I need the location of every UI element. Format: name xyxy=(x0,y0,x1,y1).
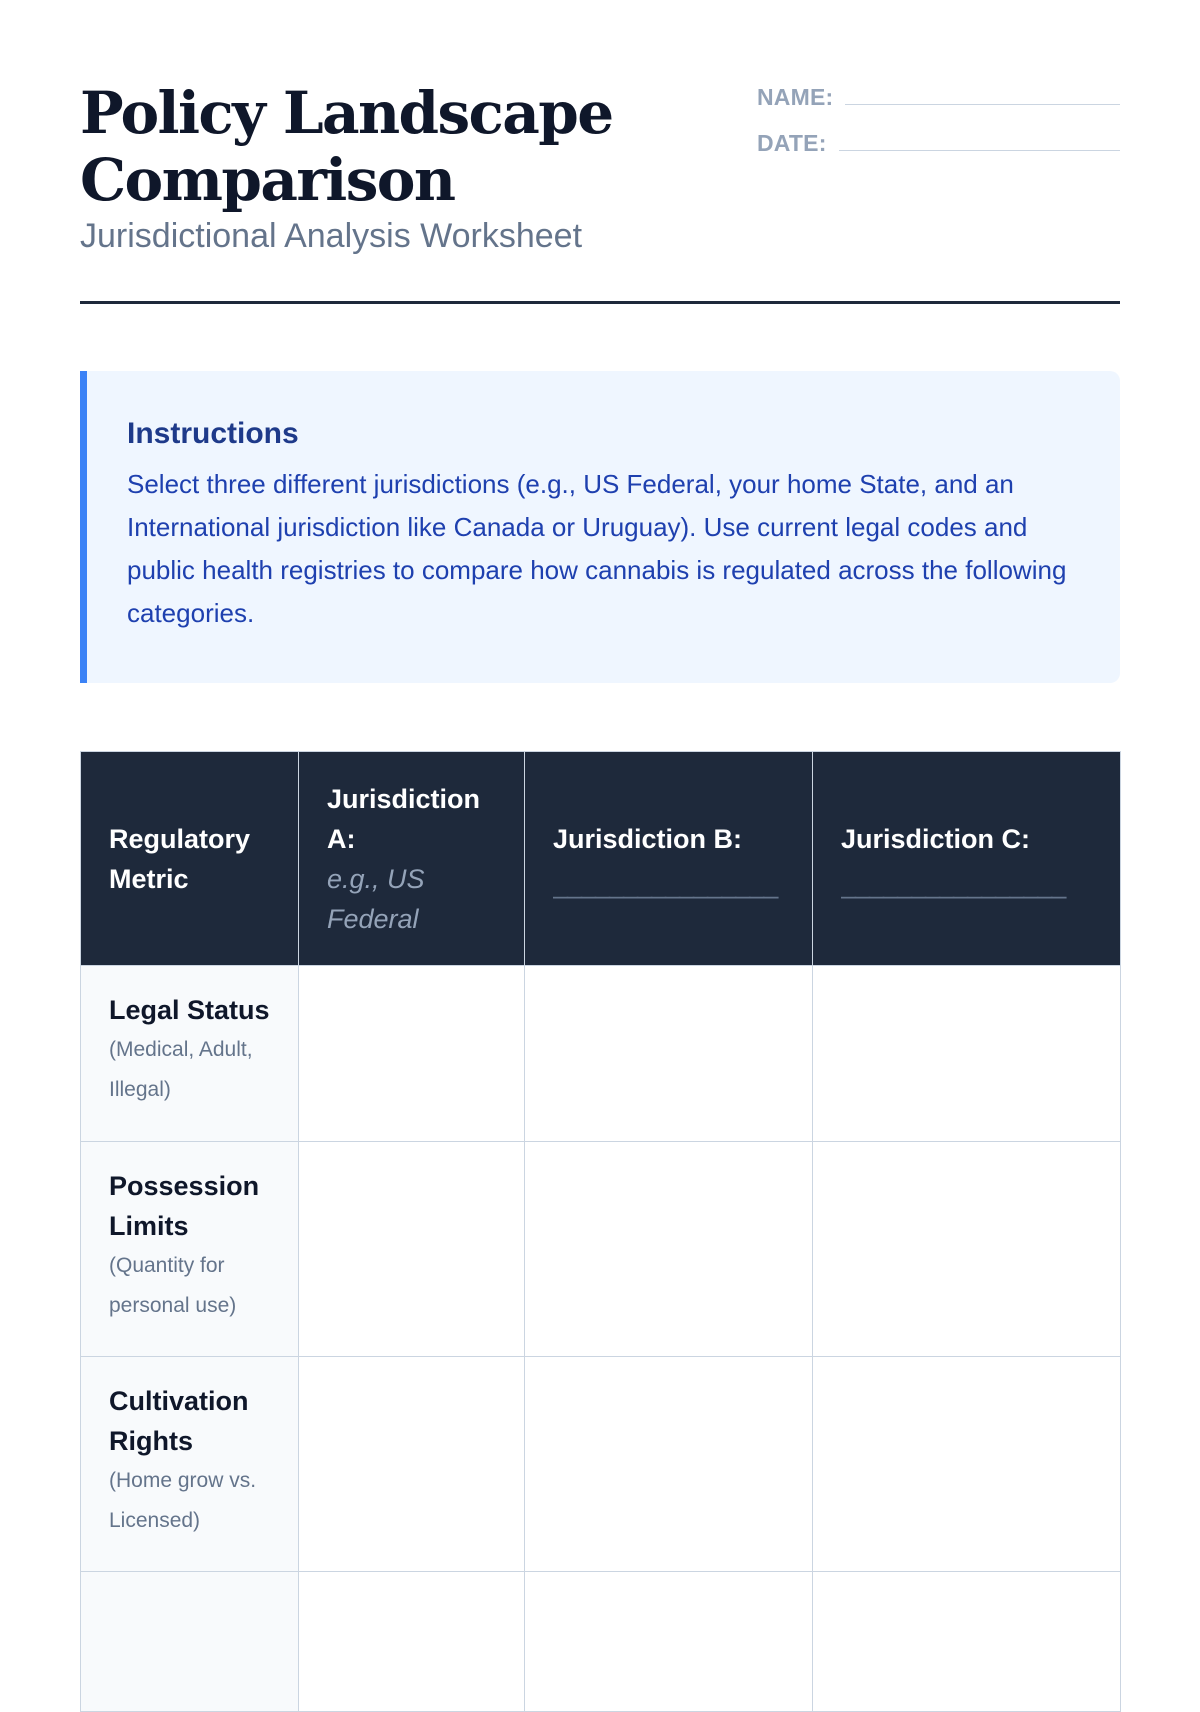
date-write-line[interactable] xyxy=(839,150,1120,151)
answer-cell-b[interactable] xyxy=(525,1357,813,1572)
metric-name: Cultivation Rights xyxy=(109,1386,249,1456)
table-row xyxy=(81,966,1121,1142)
worksheet-page xyxy=(80,0,1120,1600)
answer-cell-b[interactable] xyxy=(525,966,813,1142)
instructions-box xyxy=(80,371,1120,683)
instructions-heading: Instructions xyxy=(127,417,299,450)
answer-cell-c[interactable] xyxy=(813,1357,1121,1572)
jurisdiction-a-example: e.g., US Federal xyxy=(327,863,425,934)
table-row xyxy=(81,1142,1121,1357)
answer-cell-b[interactable] xyxy=(525,1572,813,1712)
jurisdiction-b-blank-line[interactable]: ________________ xyxy=(553,868,778,899)
answer-cell-c[interactable] xyxy=(813,1572,1121,1712)
answer-cell-a[interactable] xyxy=(299,966,525,1142)
metric-cell xyxy=(81,966,299,1142)
column-header-jurisdiction-b xyxy=(525,752,813,966)
answer-cell-a[interactable] xyxy=(299,1357,525,1572)
instructions-body: Select three different jurisdictions (e.g., US Federal, your home State, and an International jurisdiction like Canada or Uruguay). Use current legal codes and public health registries to compare how cannabis is regulated across the following categories. xyxy=(127,469,1067,628)
date-label: DATE: xyxy=(757,129,827,156)
answer-cell-a[interactable] xyxy=(299,1142,525,1357)
metric-description: (Medical, Adult, Illegal) xyxy=(109,1038,253,1101)
column-header-label: Jurisdiction B: xyxy=(553,823,743,854)
metric-cell xyxy=(81,1357,299,1572)
metric-description: (Quantity for personal use) xyxy=(109,1254,237,1317)
metric-cell xyxy=(81,1572,299,1712)
name-write-line[interactable] xyxy=(845,104,1120,105)
column-header-metric xyxy=(81,752,299,966)
answer-cell-c[interactable] xyxy=(813,1142,1121,1357)
page-title: Policy Landscape Comparison xyxy=(80,79,613,214)
table-header-row xyxy=(81,752,1121,966)
table-row xyxy=(81,1572,1121,1712)
column-header-jurisdiction-a xyxy=(299,752,525,966)
comparison-table xyxy=(80,751,1121,1712)
name-field xyxy=(757,82,1120,112)
answer-cell-c[interactable] xyxy=(813,966,1121,1142)
metric-description: (Home grow vs. Licensed) xyxy=(109,1469,257,1532)
table-row xyxy=(81,1357,1121,1572)
column-header-jurisdiction-c xyxy=(813,752,1121,966)
metric-cell xyxy=(81,1142,299,1357)
column-header-label: Regulatory Metric xyxy=(109,823,251,894)
date-field xyxy=(757,128,1120,158)
worksheet-header xyxy=(80,0,1120,304)
answer-cell-a[interactable] xyxy=(299,1572,525,1712)
name-label: NAME: xyxy=(757,83,834,110)
column-header-label: Jurisdiction C: xyxy=(841,823,1031,854)
jurisdiction-c-blank-line[interactable]: ________________ xyxy=(841,868,1066,899)
page-subtitle: Jurisdictional Analysis Worksheet xyxy=(80,217,583,255)
answer-cell-b[interactable] xyxy=(525,1142,813,1357)
column-header-label: Jurisdiction A: xyxy=(327,783,481,854)
metric-name: Possession Limits xyxy=(109,1171,260,1241)
metric-name: Legal Status xyxy=(109,995,270,1025)
